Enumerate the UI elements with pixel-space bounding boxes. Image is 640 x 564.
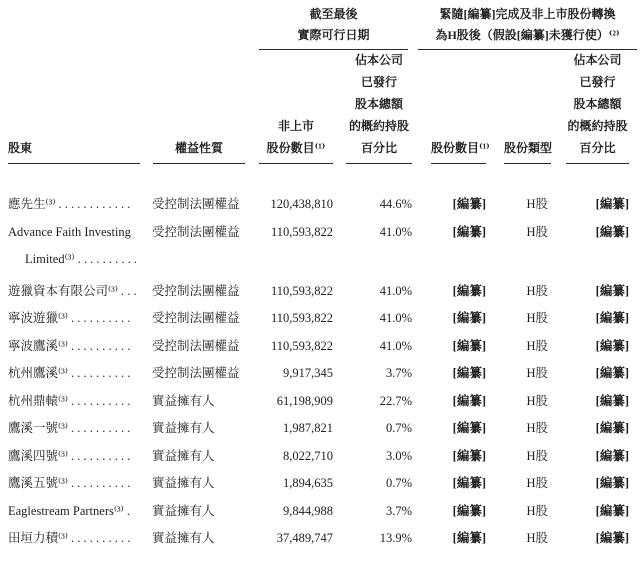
column-header-label: 股本總額 [573,97,622,111]
column-header-label: 百分比 [579,141,616,155]
nature-cell: 實益擁有人 [152,531,215,545]
percentage-cell: 0.7% [385,421,412,435]
nature-cell: 受控制法團權益 [152,338,240,353]
shareholder-name-cell [8,305,168,333]
shareholder-name-line: 鷹溪四號⁽³⁾ . . . . . . . . . . [8,448,131,463]
shareholder-name-cell [8,219,168,274]
nonlisted-shares-cell: 110,593,822 [270,224,333,239]
group-header-line: 緊隨[編纂]完成及非上市股份轉換 [439,7,616,21]
post-conversion-shares-cell: [編纂] [452,503,486,518]
column-header-nature [153,137,245,164]
share-class-cell: H股 [526,338,548,353]
column-header-shareholder [8,137,140,164]
table-row [0,191,640,219]
group-header-post-conversion [418,4,637,50]
table-row [0,470,640,498]
column-header-label: 佔本公司 [354,53,403,67]
column-header-label: 佔本公司 [573,53,622,67]
nature-cell: 實益擁有人 [152,476,215,490]
column-header-label: 股份類型 [504,141,553,155]
shareholder-name-cell [8,443,168,471]
share-class-cell: H股 [526,448,548,463]
shareholder-name-cell [8,498,168,526]
shareholder-name-cell [8,388,168,416]
share-class-cell: H股 [526,421,548,435]
shareholder-name-line: 杭州鼎轅⁽³⁾ . . . . . . . . . . [8,393,131,408]
nature-cell: 受控制法團權益 [152,197,240,211]
nonlisted-shares-cell: 120,438,810 [270,197,333,211]
shareholder-name-cell [8,525,168,553]
column-header-label: 的概約持股 [348,119,409,133]
table-header [0,0,640,164]
shareholder-name-line: 鷹溪一號⁽³⁾ . . . . . . . . . . [8,421,131,435]
post-conversion-shares-cell: [編纂] [452,197,486,211]
post-conversion-shares-cell: [編纂] [452,476,486,490]
shareholder-name-cell [8,278,168,306]
post-conversion-percentage-cell: [編纂] [595,197,629,211]
post-conversion-shares-cell: [編纂] [452,421,486,435]
table-row [0,305,640,333]
nature-cell: 實益擁有人 [152,421,215,435]
shareholder-name-cell [8,470,168,498]
percentage-cell: 41.0% [379,338,412,353]
column-header-label: 股份數目⁽¹⁾ [266,141,326,155]
column-header-approx-percentage [346,49,412,164]
column-header-approx-percentage-post [566,49,629,164]
share-class-cell: H股 [526,366,548,380]
shareholder-name-cell [8,360,168,388]
table-row [0,388,640,416]
post-conversion-shares-cell: [編纂] [452,338,486,353]
post-conversion-percentage-cell: [編纂] [595,224,629,239]
share-class-cell: H股 [526,311,548,325]
percentage-cell: 13.9% [379,531,412,545]
group-header-line: 實際可行日期 [297,28,370,42]
nature-cell: 實益擁有人 [152,393,215,408]
post-conversion-shares-cell: [編纂] [452,224,486,239]
column-header-label: 股東 [8,141,33,155]
share-class-cell: H股 [526,393,548,408]
nature-cell: 受控制法團權益 [152,283,240,298]
post-conversion-shares-cell: [編纂] [452,311,486,325]
nature-cell: 受控制法團權益 [152,366,240,380]
nature-cell: 受控制法團權益 [152,311,240,325]
nonlisted-shares-cell: 1,987,821 [283,421,333,435]
shareholder-name-cell [8,333,168,361]
post-conversion-shares-cell: [編纂] [452,283,486,298]
shareholder-name-line: 鷹溪五號⁽³⁾ . . . . . . . . . . [8,476,131,490]
post-conversion-percentage-cell: [編纂] [595,503,629,518]
table-row [0,415,640,443]
column-header-share-class [504,137,551,164]
post-conversion-percentage-cell: [編纂] [595,448,629,463]
share-class-cell: H股 [526,531,548,545]
shareholder-name-line: 應先生⁽³⁾ . . . . . . . . . . . . [8,197,131,211]
percentage-cell: 41.0% [379,224,412,239]
percentage-cell: 0.7% [385,476,412,490]
table-row [0,498,640,526]
share-class-cell: H股 [526,283,548,298]
post-conversion-percentage-cell: [編纂] [595,366,629,380]
nonlisted-shares-cell: 110,593,822 [270,283,333,298]
share-class-cell: H股 [526,476,548,490]
nonlisted-shares-cell: 37,489,747 [276,531,333,545]
nonlisted-shares-cell: 9,844,988 [283,503,333,518]
column-header-nonlisted-shares [259,115,333,164]
post-conversion-percentage-cell: [編纂] [595,338,629,353]
group-header-latest-practicable-date [259,4,408,50]
column-header-shares-post [431,137,490,164]
shareholder-name-line: 杭州鷹溪⁽³⁾ . . . . . . . . . . [8,366,131,380]
post-conversion-percentage-cell: [編纂] [595,283,629,298]
post-conversion-percentage-cell: [編纂] [595,421,629,435]
percentage-cell: 3.7% [385,503,412,518]
post-conversion-percentage-cell: [編纂] [595,531,629,545]
table-row [0,443,640,471]
shareholder-name-line: 田垣力積⁽³⁾ . . . . . . . . . . [8,531,131,545]
table-row [0,278,640,306]
shareholder-name-cell [8,191,168,219]
percentage-cell: 3.7% [385,366,412,380]
column-header-label: 股本總額 [354,97,403,111]
column-header-label: 百分比 [360,141,397,155]
post-conversion-shares-cell: [編纂] [452,366,486,380]
table-row [0,525,640,553]
column-header-label: 的概約持股 [567,119,628,133]
table-row [0,333,640,361]
post-conversion-shares-cell: [編纂] [452,531,486,545]
post-conversion-shares-cell: [編纂] [452,393,486,408]
shareholder-name-cell [8,415,168,443]
group-header-line: 為H股後（假設[編纂]未獲行使）⁽²⁾ [435,28,620,42]
column-header-label: 已發行 [360,75,397,89]
share-class-cell: H股 [526,224,548,239]
table-row [0,360,640,388]
shareholder-name-line: Limited⁽³⁾ . . . . . . . . . . [25,252,137,266]
shareholder-name-line: 寧波鷹溪⁽³⁾ . . . . . . . . . . [8,338,131,353]
column-header-label: 股份數目⁽¹⁾ [431,141,490,155]
nonlisted-shares-cell: 1,894,635 [283,476,333,490]
shareholder-name-line: 遊獵資本有限公司⁽³⁾ . . . [8,283,137,298]
column-header-label: 權益性質 [174,141,223,155]
post-conversion-percentage-cell: [編纂] [595,476,629,490]
shareholder-name-line: 寧波遊獵⁽³⁾ . . . . . . . . . . [8,311,131,325]
percentage-cell: 41.0% [379,283,412,298]
nonlisted-shares-cell: 9,917,345 [283,366,333,380]
share-class-cell: H股 [526,197,548,211]
nonlisted-shares-cell: 110,593,822 [270,338,333,353]
nonlisted-shares-cell: 110,593,822 [270,311,333,325]
percentage-cell: 3.0% [385,448,412,463]
nonlisted-shares-cell: 61,198,909 [276,393,333,408]
table-body [0,164,640,553]
shareholder-name-line: Advance Faith Investing [8,224,131,239]
column-header-label: 已發行 [579,75,616,89]
shareholder-name-line: Eaglestream Partners⁽³⁾ . [8,503,130,518]
percentage-cell: 44.6% [379,197,412,211]
nature-cell: 受控制法團權益 [152,224,240,239]
post-conversion-percentage-cell: [編纂] [595,311,629,325]
post-conversion-shares-cell: [編纂] [452,448,486,463]
share-class-cell: H股 [526,503,548,518]
column-header-label: 非上市 [277,119,314,133]
nonlisted-shares-cell: 8,022,710 [283,448,333,463]
post-conversion-percentage-cell: [編纂] [595,393,629,408]
table-row [0,219,640,274]
percentage-cell: 41.0% [379,311,412,325]
nature-cell: 實益擁有人 [152,448,215,463]
nature-cell: 實益擁有人 [152,503,215,518]
group-header-line: 截至最後 [309,7,358,21]
percentage-cell: 22.7% [379,393,412,408]
